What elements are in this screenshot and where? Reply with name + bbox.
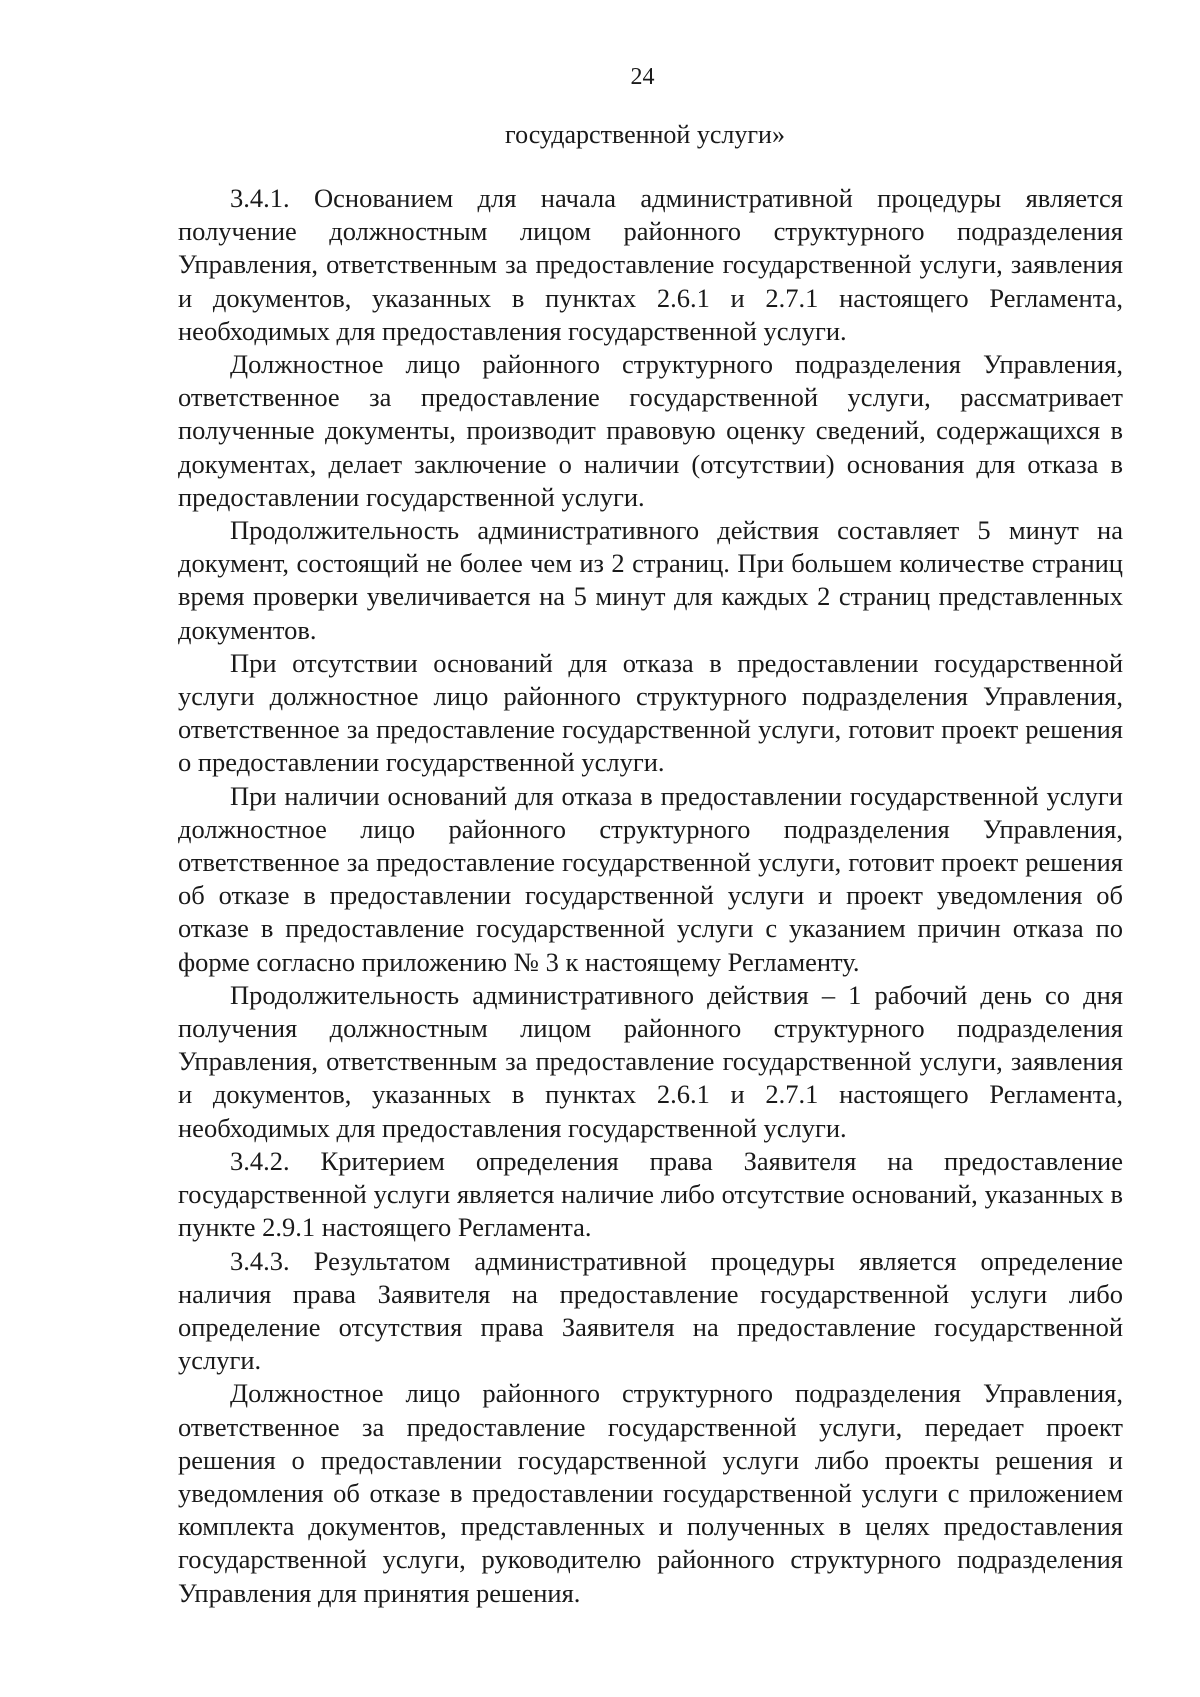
page-number: 24	[630, 64, 655, 90]
paragraph-grounds-for-refusal: При наличии оснований для отказа в предоставлении государственной услуги должностное лицо районного структурного подразделения Управления, ответственное за предоставление государственной услуги, готовит проект решения об отказе в предоставлении государственной услуги и проект уведомления об отказе в предоставление государственной услуги с указанием причин отказа по форме согласно приложению № 3 к настоящему Регламенту.	[178, 780, 1123, 977]
paragraph-3-4-3: 3.4.3. Результатом административной процедуры является определение наличия права Заявителя на предоставление государственной услуги либо определение отсутствия права Заявителя на предоставление государственной услуги.	[178, 1245, 1123, 1376]
paragraph-duration-check: Продолжительность административного действия составляет 5 минут на документ, состоящий не более чем из 2 страниц. При большем количестве страниц время проверки увеличивается на 5 минут для каждых 2 страниц представленных документов.	[178, 515, 1123, 645]
paragraph-transfer-to-head: Должностное лицо районного структурного подразделения Управления, ответственное за предоставление государственной услуги, передает проект решения о предоставлении государственной услуги либо проекты решения и уведомления об отказе в предоставлении государственной услуги с приложением комплекта документов, представленных и полученных в целях предоставления государственной услуги, руководителю районного структурного подразделения Управления для принятия решения.	[178, 1378, 1123, 1608]
document-body	[178, 182, 1123, 1610]
section-heading-tail: государственной услуги»	[505, 120, 785, 149]
paragraph-3-4-1: 3.4.1. Основанием для начала административной процедуры является получение должностным лицом районного структурного подразделения Управления, ответственным за предоставление государственной услуги, заявления и документов, указанных в пунктах 2.6.1 и 2.7.1 настоящего Регламента, необходимых для предоставления государственной услуги.	[178, 183, 1123, 346]
paragraph-no-grounds: При отсутствии оснований для отказа в предоставлении государственной услуги должностное лицо районного структурного подразделения Управления, ответственное за предоставление государственной услуги, готовит проект решения о предоставлении государственной услуги.	[178, 647, 1123, 778]
paragraph-3-4-2: 3.4.2. Критерием определения права Заявителя на предоставление государственной услуги является наличие либо отсутствие оснований, указанных в пункте 2.9.1 настоящего Регламента.	[178, 1145, 1123, 1243]
paragraph-duration-one-day: Продолжительность административного действия – 1 рабочий день со дня получения должностным лицом районного структурного подразделения Управления, ответственным за предоставление государственной услуги, заявления и документов, указанных в пунктах 2.6.1 и 2.7.1 настоящего Регламента, необходимых для предоставления государственной услуги.	[178, 979, 1123, 1143]
paragraph-review-documents: Должностное лицо районного структурного подразделения Управления, ответственное за предоставление государственной услуги, рассматривает полученные документы, производит правовую оценку сведений, содержащихся в документах, делает заключение о наличии (отсутствии) основания для отказа в предоставлении государственной услуги.	[178, 349, 1123, 512]
